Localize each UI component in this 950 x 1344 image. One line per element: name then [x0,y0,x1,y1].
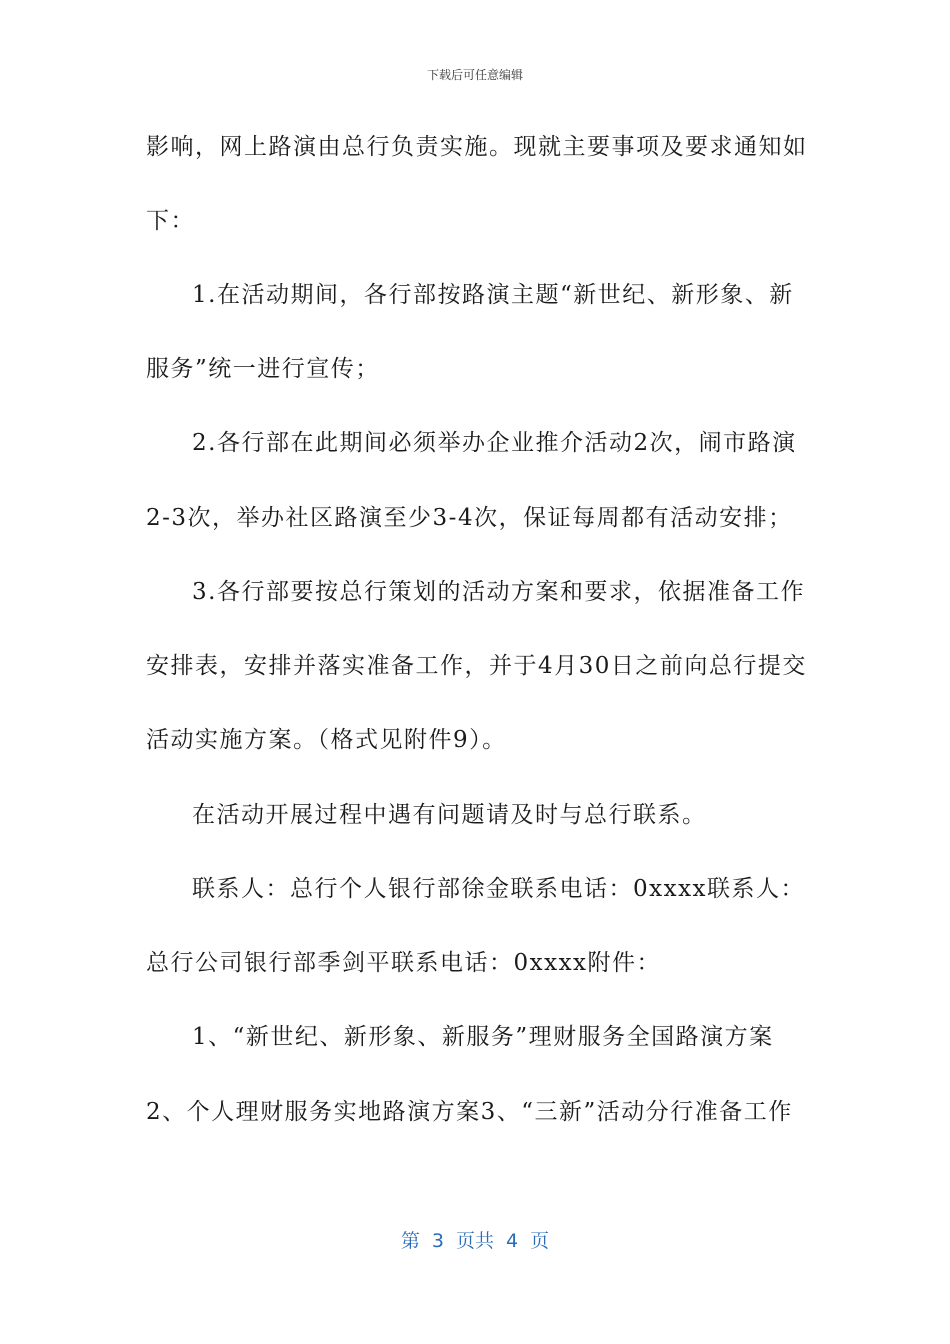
body-line-8: 安排表，安排并落实准备工作，并于4月30日之前向总行提交 [146,653,807,679]
body-line-5: 2.各行部在此期间必须举办企业推介活动2次，闹市路演 [192,430,797,456]
body-line-3: 1.在活动期间，各行部按路演主题“新世纪、新形象、新 [192,282,794,308]
body-line-12: 总行公司银行部季剑平联系电话：0xxxx附件： [146,950,662,976]
page-header: 下载后可任意编辑 [426,68,523,82]
body-line-7: 3.各行部要按总行策划的活动方案和要求，依据准备工作 [192,579,805,605]
body-line-14: 2、个人理财服务实地路演方案3、“三新”活动分行准备工作 [146,1099,793,1125]
body-line-10: 在活动开展过程中遇有问题请及时与总行联系。 [192,802,707,828]
body-line-6: 2-3次，举办社区路演至少3-4次，保证每周都有活动安排； [146,505,793,531]
page-footer: 第 3 页共 4 页 [400,1230,550,1252]
body-line-1: 影响，网上路演由总行负责实施。现就主要事项及要求通知如 [146,134,808,160]
body-line-2: 下： [146,208,195,234]
body-line-13: 1、“新世纪、新形象、新服务”理财服务全国路演方案 [192,1024,774,1050]
body-line-4: 服务”统一进行宣传； [146,356,380,382]
body-line-11: 联系人：总行个人银行部徐金联系电话：0xxxx联系人： [192,876,806,902]
body-line-9: 活动实施方案。（格式见附件9）。 [146,727,507,753]
